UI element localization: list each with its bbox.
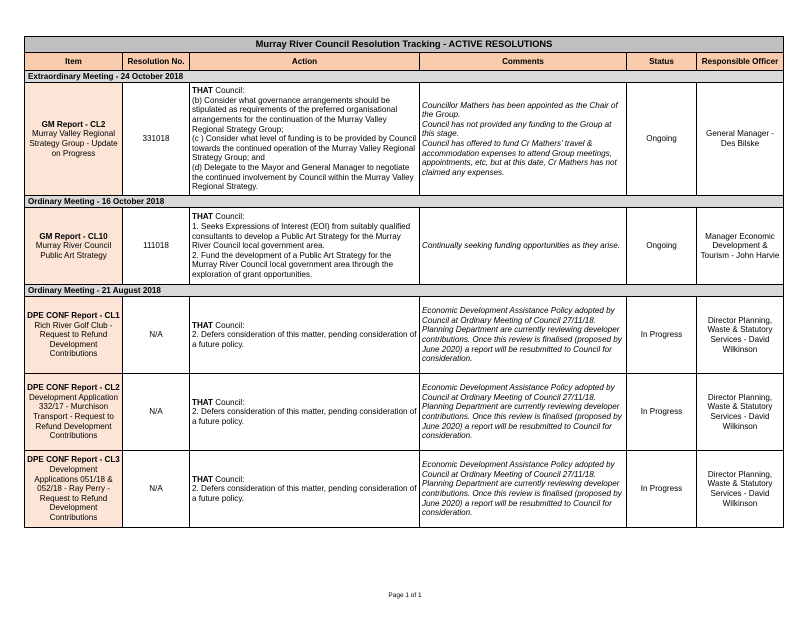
action-line: (d) Delegate to the Mayor and General Manager to negotiate the continued involvement by Council within the Murray Valley Regional Strategy. [192, 162, 414, 192]
comment-line: Planning Department are currently reviewing developer contributions. Once this review is finalised (proposed by June 2020) a report will be resubmitted to Council for consideration. [422, 402, 622, 441]
section-heading: Ordinary Meeting - 21 August 2018 [25, 285, 784, 297]
action-lead-rest: Council: [212, 474, 245, 484]
comment-line: Councillor Mathers has been appointed as the Chair of the Group. [422, 100, 618, 120]
action-cell [190, 83, 420, 196]
status-cell: In Progress [627, 297, 697, 374]
comments-cell [420, 451, 627, 528]
section-heading-row [25, 285, 784, 297]
status-cell: Ongoing [627, 208, 697, 285]
item-cell [25, 374, 123, 451]
header-action: Action [190, 53, 420, 71]
action-lead: THAT [192, 397, 213, 407]
header-officer: Responsible Officer [697, 53, 784, 71]
comment-line: Economic Development Assistance Policy adopted by Council at Ordinary Meeting of Council 27/11/18. [422, 460, 615, 479]
section-heading: Ordinary Meeting - 16 October 2018 [25, 196, 784, 208]
item-cell [25, 83, 123, 196]
resolution-tracking-table [24, 36, 784, 528]
comment-line: Continually seeking funding opportunities as they arise. [422, 241, 620, 251]
table-row [25, 374, 784, 451]
item-code: DPE CONF Report - CL2 [27, 383, 120, 393]
status-cell: In Progress [627, 374, 697, 451]
comments-cell [420, 297, 627, 374]
action-lead-rest: Council: [212, 397, 245, 407]
action-cell [190, 374, 420, 451]
action-line: 2. Defers consideration of this matter, pending consideration of a future policy. [192, 484, 417, 503]
comment-line: Planning Department are currently reviewing developer contributions. Once this review is finalised (proposed by June 2020) a report will be resubmitted to Council for consideration. [422, 479, 622, 518]
item-cell [25, 451, 123, 528]
section-heading-row [25, 196, 784, 208]
item-description: Murray Valley Regional Strategy Group - Update on Progress [29, 129, 118, 158]
comment-line: Economic Development Assistance Policy adopted by Council at Ordinary Meeting of Council 27/11/18. [422, 383, 615, 402]
item-description: Development Applications 051/18 & 052/18 - Ray Perry - Request to Refund Development Contributions [34, 465, 113, 522]
resolution-cell: N/A [123, 297, 190, 374]
officer-cell: Director Planning, Waste & Statutory Services - David Wilkinson [697, 297, 784, 374]
header-item: Item [25, 53, 123, 71]
action-lead: THAT [192, 212, 213, 222]
action-line: (b) Consider what governance arrangements should be stipulated as requirements of the preferred organisational arrangements for the continuation of the Murray Valley Regional Strategy Group; [192, 95, 398, 134]
action-cell [190, 297, 420, 374]
action-lead: THAT [192, 320, 213, 330]
resolution-cell: 331018 [123, 83, 190, 196]
action-lead: THAT [192, 474, 213, 484]
resolution-cell: N/A [123, 451, 190, 528]
item-description: Development Application 332/17 - Murchison Transport - Request to Refund Development Contributions [28, 392, 119, 441]
status-cell: In Progress [627, 451, 697, 528]
column-header-row [25, 53, 784, 71]
item-code: GM Report - CL10 [39, 231, 108, 241]
table-row [25, 83, 784, 196]
item-cell [25, 208, 123, 285]
comment-line: Economic Development Assistance Policy adopted by Council at Ordinary Meeting of Council 27/11/18. [422, 306, 615, 325]
comment-line: Council has not provided any funding to the Group at this stage. [422, 119, 612, 139]
officer-cell: Director Planning, Waste & Statutory Services - David Wilkinson [697, 374, 784, 451]
officer-cell: Manager Economic Development & Tourism - John Harvie [697, 208, 784, 285]
officer-cell: General Manager - Des Bilske [697, 83, 784, 196]
comments-cell [420, 374, 627, 451]
comment-line: Council has offered to fund Cr Mathers' travel & accommodation expenses to attend Group meetings, appointments, etc, but at this date, Cr Mathers has not claimed any expenses. [422, 139, 617, 177]
resolution-cell: 111018 [123, 208, 190, 285]
section-heading-row [25, 71, 784, 83]
item-cell [25, 297, 123, 374]
action-line: 2. Defers consideration of this matter, pending consideration of a future policy. [192, 407, 417, 426]
item-code: DPE CONF Report - CL1 [27, 311, 120, 321]
table-title-row [25, 37, 784, 53]
action-lead-rest: Council: [212, 320, 245, 330]
action-line: (c ) Consider what level of funding is to be provided by Council towards the continued operation of the Murray Valley Regional Strategy Group; and [192, 134, 417, 163]
table-row [25, 297, 784, 374]
action-lead: THAT [192, 86, 213, 96]
header-comments: Comments [420, 53, 627, 71]
action-line: 2. Fund the development of a Public Art Strategy for the Murray River Council local government area through the exploration of grant opportunities. [192, 250, 394, 279]
officer-cell: Director Planning, Waste & Statutory Services - David Wilkinson [697, 451, 784, 528]
comment-line: Planning Department are currently reviewing developer contributions. Once this review is finalised (proposed by June 2020) a report will be resubmitted to Council for consideration. [422, 325, 622, 364]
header-status: Status [627, 53, 697, 71]
table-row [25, 208, 784, 285]
header-resolution: Resolution No. [123, 53, 190, 71]
item-description: Rich River Golf Club - Request to Refund Development Contributions [34, 320, 113, 359]
item-description: Murray River Council Public Art Strategy [35, 241, 112, 260]
table-title: Murray River Council Resolution Tracking - ACTIVE RESOLUTIONS [25, 37, 784, 53]
comments-cell [420, 83, 627, 196]
section-heading: Extraordinary Meeting - 24 October 2018 [25, 71, 784, 83]
page-footer: Page 1 of 1 [388, 592, 422, 599]
resolution-cell: N/A [123, 374, 190, 451]
item-code: GM Report - CL2 [41, 119, 106, 129]
table-row [25, 451, 784, 528]
action-cell [190, 208, 420, 285]
comments-cell [420, 208, 627, 285]
action-line: 2. Defers consideration of this matter, pending consideration of a future policy. [192, 330, 417, 349]
action-lead-rest: Council: [212, 86, 245, 96]
action-line: 1. Seeks Expressions of Interest (EOI) from suitably qualified consultants to develop a Public Art Strategy for the Murray River Council local government area. [192, 222, 411, 251]
action-cell [190, 451, 420, 528]
action-lead-rest: Council: [212, 212, 245, 222]
item-code: DPE CONF Report - CL3 [27, 455, 120, 465]
status-cell: Ongoing [627, 83, 697, 196]
